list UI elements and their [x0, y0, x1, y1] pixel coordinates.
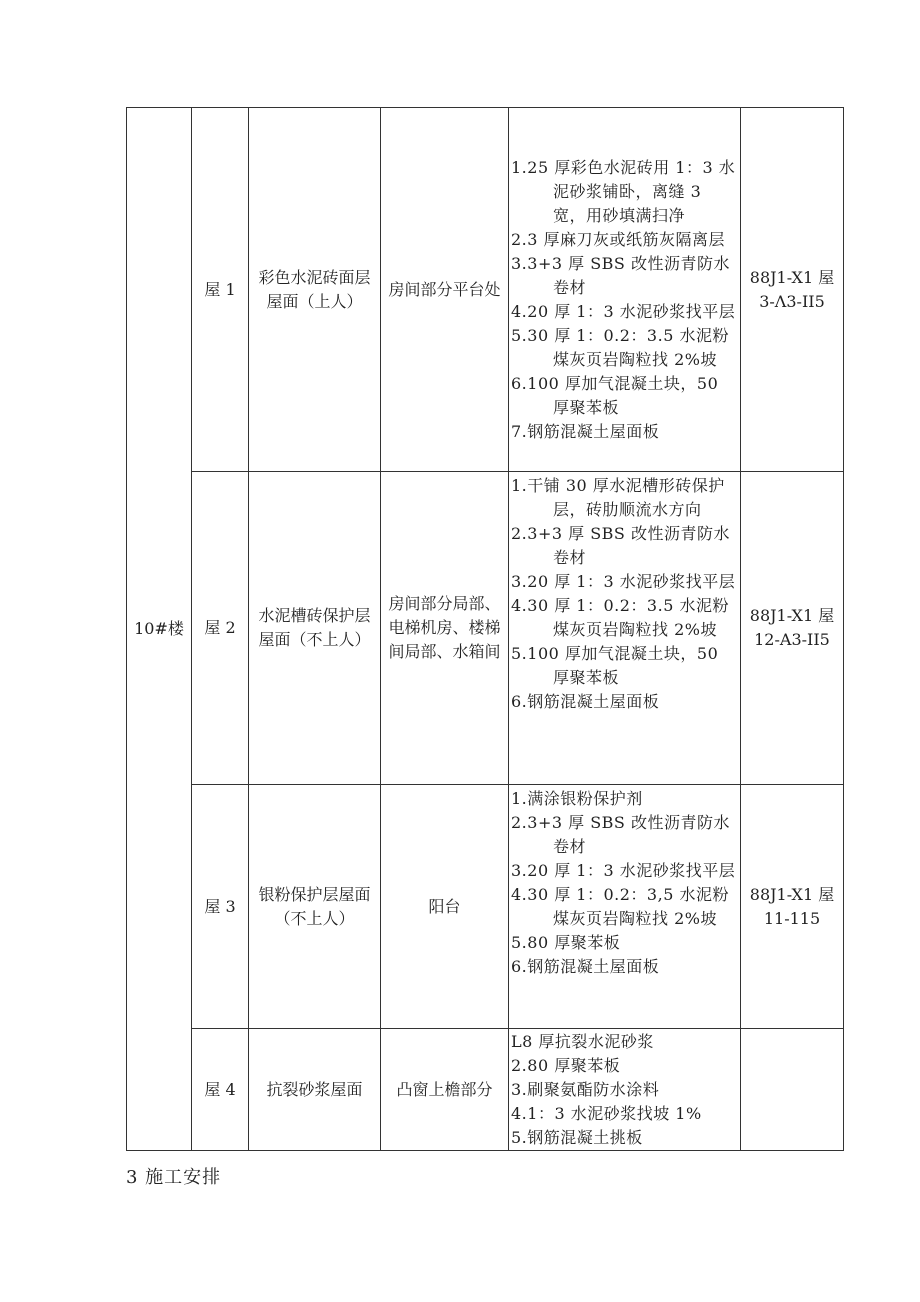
roof-location: 房间部分局部、电梯机房、楼梯间局部、水箱间 — [381, 472, 509, 785]
layer-item: 6.钢筋混凝土屋面板 — [511, 957, 660, 976]
layer-item: 3.20 厚 1：3 水泥砂浆找平层 — [511, 861, 736, 880]
layer-item: 7.钢筋混凝土屋面板 — [511, 422, 660, 441]
roof-location: 阳台 — [381, 785, 509, 1029]
layer-item: 1.25 厚彩色水泥砖用 1：3 水泥砂浆铺卧，离缝 3 宽，用砂填满扫净 — [511, 158, 736, 225]
roof-name: 银粉保护层屋面（不上人） — [249, 785, 381, 1029]
layer-item: 4.1：3 水泥砂浆找坡 1% — [511, 1103, 702, 1123]
layer-item: 3.3+3 厚 SBS 改性沥青防水卷材 — [511, 254, 730, 297]
roof-layers — [509, 472, 741, 785]
roof-location: 凸窗上檐部分 — [381, 1029, 509, 1151]
layer-item: 4.20 厚 1：3 水泥砂浆找平层 — [511, 302, 736, 321]
roof-layers — [509, 785, 741, 1029]
building-cell: 10#楼 — [127, 108, 192, 1151]
roof-code: 屋 1 — [192, 108, 249, 472]
roof-spec-table — [126, 107, 844, 1151]
layer-item: 2.3 厚麻刀灰或纸筋灰隔离层 — [511, 230, 726, 249]
standard-ref: 88J1-X1 屋 3-Λ3-II5 — [741, 108, 844, 472]
layer-item: 5.80 厚聚苯板 — [511, 933, 621, 952]
layer-item: 2.3+3 厚 SBS 改性沥青防水卷材 — [511, 524, 730, 567]
standard-ref: 88J1-X1 屋 11-115 — [741, 785, 844, 1029]
roof-name: 水泥槽砖保护层屋面（不上人） — [249, 472, 381, 785]
standard-ref: 88J1-X1 屋 12-A3-II5 — [741, 472, 844, 785]
layer-item: 6.钢筋混凝土屋面板 — [511, 692, 660, 711]
layer-item: L8 厚抗裂水泥砂浆 — [511, 1031, 654, 1051]
roof-name: 抗裂砂浆屋面 — [249, 1029, 381, 1151]
roof-location: 房间部分平台处 — [381, 108, 509, 472]
layer-item: 5.30 厚 1：0.2：3.5 水泥粉煤灰页岩陶粒找 2%坡 — [511, 326, 729, 369]
table-row — [127, 472, 844, 785]
table-row — [127, 108, 844, 472]
layer-item: 3.刷聚氨酯防水涂料 — [511, 1079, 660, 1099]
layer-item: 5.100 厚加气混凝土块，50 厚聚苯板 — [511, 644, 719, 687]
roof-name: 彩色水泥砖面层屋面（上人） — [249, 108, 381, 472]
layer-item: 1.满涂银粉保护剂 — [511, 789, 643, 808]
layer-item: 3.20 厚 1：3 水泥砂浆找平层 — [511, 572, 736, 591]
roof-layers — [509, 108, 741, 472]
layer-item: 4.30 厚 1：0.2：3,5 水泥粉煤灰页岩陶粒找 2%坡 — [511, 885, 729, 928]
layer-item: 2.80 厚聚苯板 — [511, 1055, 621, 1075]
roof-layers — [509, 1029, 741, 1151]
table-row — [127, 785, 844, 1029]
layer-item: 2.3+3 厚 SBS 改性沥青防水卷材 — [511, 813, 730, 856]
layer-item: 5.钢筋混凝土挑板 — [511, 1127, 643, 1147]
roof-code: 屋 3 — [192, 785, 249, 1029]
layer-item: 4.30 厚 1：0.2：3.5 水泥粉煤灰页岩陶粒找 2%坡 — [511, 596, 729, 639]
roof-code: 屋 2 — [192, 472, 249, 785]
table-row — [127, 1029, 844, 1151]
roof-code: 屋 4 — [192, 1029, 249, 1151]
layer-item: 1.干铺 30 厚水泥槽形砖保护层，砖肋顺流水方向 — [511, 476, 725, 519]
standard-ref — [741, 1029, 844, 1151]
section-heading: 3 施工安排 — [126, 1167, 222, 1188]
layer-item: 6.100 厚加气混凝土块，50 厚聚苯板 — [511, 374, 719, 417]
